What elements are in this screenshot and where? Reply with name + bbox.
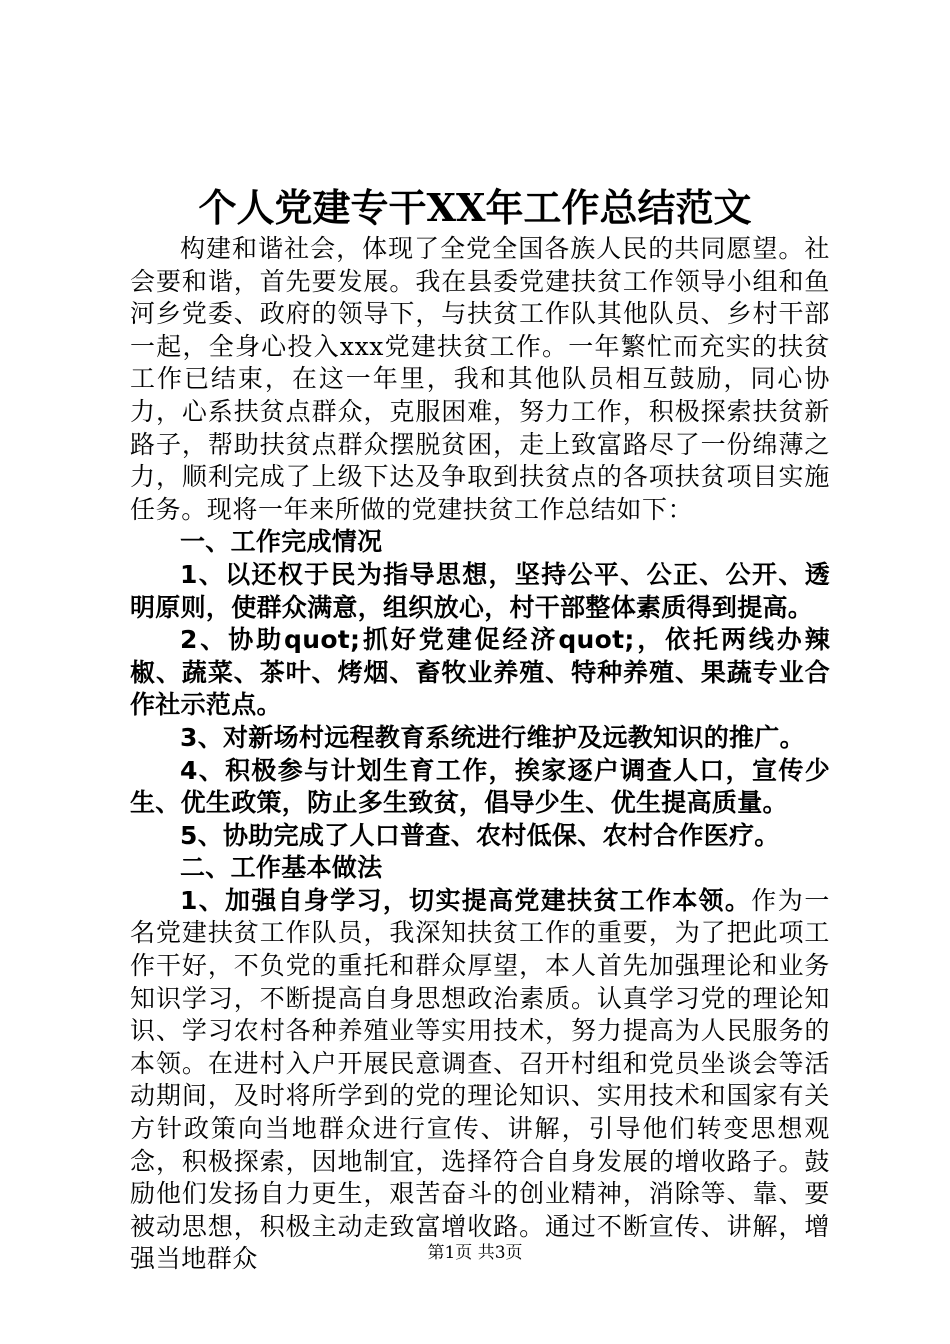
list-item-3: 3、对新场村远程教育系统进行维护及远教知识的推广。 [180,722,805,752]
list-item-4: 4、积极参与计划生育工作，挨家逐户调查人口，宣传少生、优生政策，防止多生致贫，倡导少生、优生提高质量。 [130,755,830,818]
list-item-2: 2、协助quot;抓好党建促经济quot;，依托两线办辣椒、蔬菜、茶叶、烤烟、畜牧业养殖、特种养殖、果蔬专业合作社示范点。 [130,625,830,720]
method-paragraph-lead: 1、加强自身学习，切实提高党建扶贫工作本领。 [180,885,752,915]
method-paragraph-1 [130,885,830,1276]
list-item-5: 5、协助完成了人口普查、农村低保、农村合作医疗。 [180,820,780,850]
list-item-1: 1、以还权于民为指导思想，坚持公平、公正、公开、透明原则，使群众满意，组织放心，村干部整体素质得到提高。 [130,559,830,622]
document-title: 个人党建专干XX年工作总结范文 [198,185,752,230]
intro-paragraph: 构建和谐社会，体现了全党全国各族人民的共同愿望。社会要和谐，首先要发展。我在县委党建扶贫工作领导小组和鱼河乡党委、政府的领导下，与扶贫工作队其他队员、乡村干部一起，全身心投入xxx党建扶贫工作。一年繁忙而充实的扶贫工作已结束，在这一年里，我和其他队员相互鼓励，同心协力，心系扶贫点群众，克服困难，努力工作，积极探索扶贫新路子，帮助扶贫点群众摆脱贫困，走上致富路尽了一份绵薄之力，顺利完成了上级下达及争取到扶贫点的各项扶贫项目实施任务。现将一年来所做的党建扶贫工作总结如下： [130,234,830,524]
page-number-footer: 第1页 共3页 [427,1243,523,1263]
section-heading-2: 二、工作基本做法 [180,853,383,883]
method-paragraph-text: 作为一名党建扶贫工作队员，我深知扶贫工作的重要，为了把此项工作干好，不负党的重托和群众厚望，本人首先加强理论和业务知识学习，不断提高自身思想政治素质。认真学习党的理论知识、学习农村各种养殖业等实用技术，努力提高为人民服务的本领。在进村入户开展民意调查、召开村组和党员坐谈会等活动期间，及时将所学到的党的理论知识、实用技术和国家有关方针政策向当地群众进行宣传、讲解，引导他们转变思想观念，积极探索，因地制宜，选择符合自身发展的增收路子。鼓励他们发扬自力更生，艰苦奋斗的创业精神，消除等、靠、要被动思想，积极主动走致富增收路。通过不断宣传、讲解，增强当地群众 [130,885,830,1274]
document-body [130,233,830,1276]
section-heading-1: 一、工作完成情况 [180,527,383,557]
